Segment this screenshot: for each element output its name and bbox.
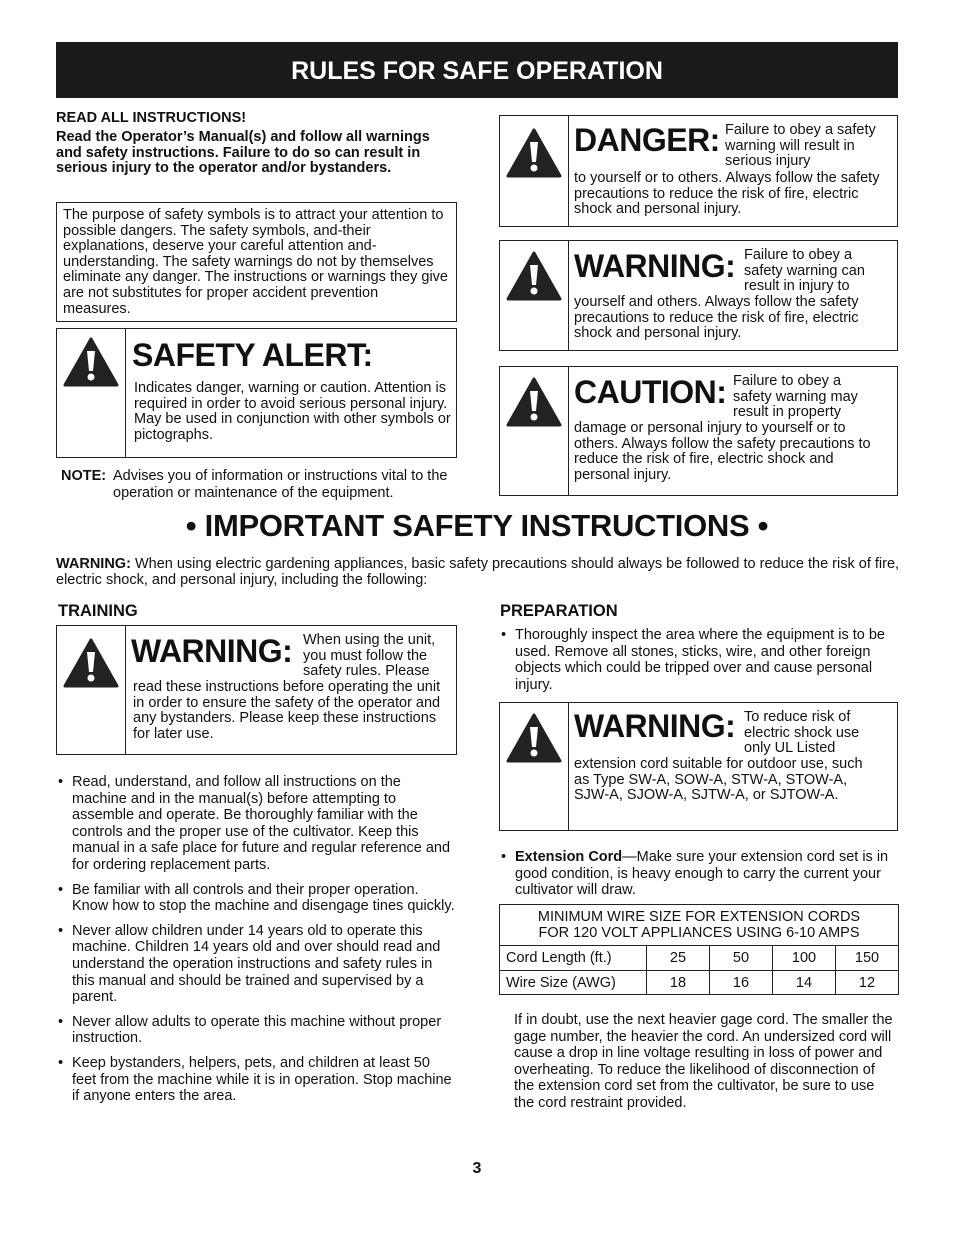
important-title: • IMPORTANT SAFETY INSTRUCTIONS • [185,508,769,543]
note-label: NOTE: [61,468,107,484]
warning-triangle-icon [506,377,562,427]
purpose-box [56,202,457,322]
training-heading: TRAINING [58,602,138,620]
important-warning [56,557,901,589]
extension-warning-box [499,702,898,831]
danger-icon-cell [500,116,569,226]
preparation-bullet-list [499,627,897,693]
table-cell: Wire Size (AWG) [500,971,647,995]
extension-cord-list [499,849,897,899]
table-caption-line: FOR 120 VOLT APPLIANCES USING 6-10 AMPS [538,925,860,941]
warning-triangle-icon [506,251,562,301]
section-banner [56,42,898,98]
important-warning-text: When using electric gardening appliances, basic safety precautions should always be followed to reduce the risk of fire, electric shock, and personal injury, including the following: [56,556,900,588]
important-warning-label: WARNING: [56,556,131,572]
list-item: • Never allow adults to operate this machine without proper instruction. [56,1014,456,1047]
extension-warning-short-text: To reduce risk of electric shock use only UL Listed [744,709,860,757]
extension-warning-title: WARNING: [574,708,736,744]
warning-triangle-icon [63,638,119,688]
safety-alert-text: Indicates danger, warning or caution. Attention is required in order to avoid serious personal injury. May be used in conjunction with other symbols or pictographs. [134,380,451,444]
extension-cord-label: Extension Cord [515,849,623,865]
table-caption [500,905,899,946]
danger-short-text: Failure to obey a safety warning will result in serious injury [725,122,876,170]
caution-short-text: Failure to obey a safety warning may result in property [733,373,858,421]
warning-triangle-icon [63,337,119,387]
extension-cord-text: —Make sure your extension cord set is in good condition, is heavy enough to carry the current your cultivator will draw. [515,849,889,899]
table-cell: Cord Length (ft.) [500,946,647,971]
warning-triangle-icon [506,713,562,763]
list-item: • Be familiar with all controls and their proper operation. Know how to stop the machine and disengage tines quickly. [56,882,456,915]
danger-text: to yourself or to others. Always follow the safety precautions to reduce the risk of fire, electric shock and personal injury. [574,170,880,218]
table-row [500,971,899,995]
training-bullet-list [56,774,456,1105]
table-cell: 25 [647,946,710,971]
caution-text: damage or personal injury to yourself or to others. Always follow the safety precautions to reduce the risk of fire, electric shock and personal injury. [574,420,871,484]
danger-box [499,115,898,227]
preparation-heading: PREPARATION [500,602,618,620]
training-icon-cell [57,626,126,754]
table-cell: 16 [710,971,773,995]
warning-short-text: Failure to obey a safety warning can result in injury to [744,247,865,295]
safety-alert-box [56,328,457,458]
table-caption-line: MINIMUM WIRE SIZE FOR EXTENSION CORDS [537,909,861,925]
training-warning-text: read these instructions before operating the unit in order to ensure the safety of the operator and any bystanders. Please keep these instructions for later use. [133,679,441,743]
table-cell: 18 [647,971,710,995]
warning-title: WARNING: [574,248,736,284]
extension-icon-cell [500,703,569,830]
warning-box [499,240,898,351]
table-cell: 150 [836,946,899,971]
list-item: • Thoroughly inspect the area where the equipment is to be used. Remove all stones, sticks, wire, and other foreign objects which could be tripped over and cause personal injury. [499,627,897,693]
list-item: • Never allow children under 14 years old to operate this machine. Children 14 years old and over should read and understand the operation instructions and safety rules in this manual and should be trained and supervised by a parent. [56,923,456,1006]
wire-size-guidance: If in doubt, use the next heavier gage cord. The smaller the gage number, the heavier the cord. An undersized cord will cause a drop in line voltage resulting in loss of power and overheating. To reduce the likelihood of disconnection of the extension cord set from the cultivator, be sure to use the cord restraint provided. [514,1012,893,1111]
wire-size-table [499,904,899,995]
warning-text: yourself and others. Always follow the safety precautions to reduce the risk of fire, electric shock and personal injury. [574,294,859,342]
read-all-heading: READ ALL INSTRUCTIONS! [56,110,247,126]
list-item: • Read, understand, and follow all instructions on the machine and in the manual(s) before attempting to assemble and operate. Be thoroughly familiar with the controls and the proper use of the cultivator. Keep this manual in a safe place for future and regular reference and for ordering replacement parts. [56,774,456,874]
manual-instructions: Read the Operator’s Manual(s) and follow all warnings and safety instructions. Failure to do so can result in serious injury to the operator and/or bystanders. [56,129,430,177]
table-row [500,946,899,971]
extension-warning-text: extension cord suitable for outdoor use, such as Type SW-A, SOW-A, STW-A, STOW-A, SJW-A, SJOW-A, SJTW-A, or SJTOW-A. [574,756,863,804]
danger-title: DANGER: [574,122,720,158]
note-text: Advises you of information or instructions vital to the operation or maintenance of the equipment. [113,468,448,501]
table-cell: 14 [773,971,836,995]
page-number: 3 [472,1160,482,1177]
purpose-text: The purpose of safety symbols is to attract your attention to possible dangers. The safety symbols, and-their explanations, deserve your careful attention and-understanding. The safety warnings do not by themselves eliminate any danger. The instructions or warnings they give are not substitutes for proper accident prevention measures. [63,207,449,317]
caution-icon-cell [500,367,569,495]
caution-title: CAUTION: [574,374,727,410]
table-cell: 100 [773,946,836,971]
table-cell: 12 [836,971,899,995]
training-warning-title: WARNING: [131,633,293,669]
banner-title: RULES FOR SAFE OPERATION [291,57,663,85]
safety-alert-title: SAFETY ALERT: [132,337,373,373]
warning-triangle-icon [506,128,562,178]
alert-icon-cell [57,329,126,457]
warning-icon-cell [500,241,569,350]
list-item: • Keep bystanders, helpers, pets, and children at least 50 feet from the machine while it is in operation. Stop machine if anyone enters the area. [56,1055,456,1105]
list-item [499,849,897,899]
training-warning-box [56,625,457,755]
table-cell: 50 [710,946,773,971]
training-warning-short-text: When using the unit, you must follow the safety rules. Please [303,632,436,680]
caution-box [499,366,898,496]
